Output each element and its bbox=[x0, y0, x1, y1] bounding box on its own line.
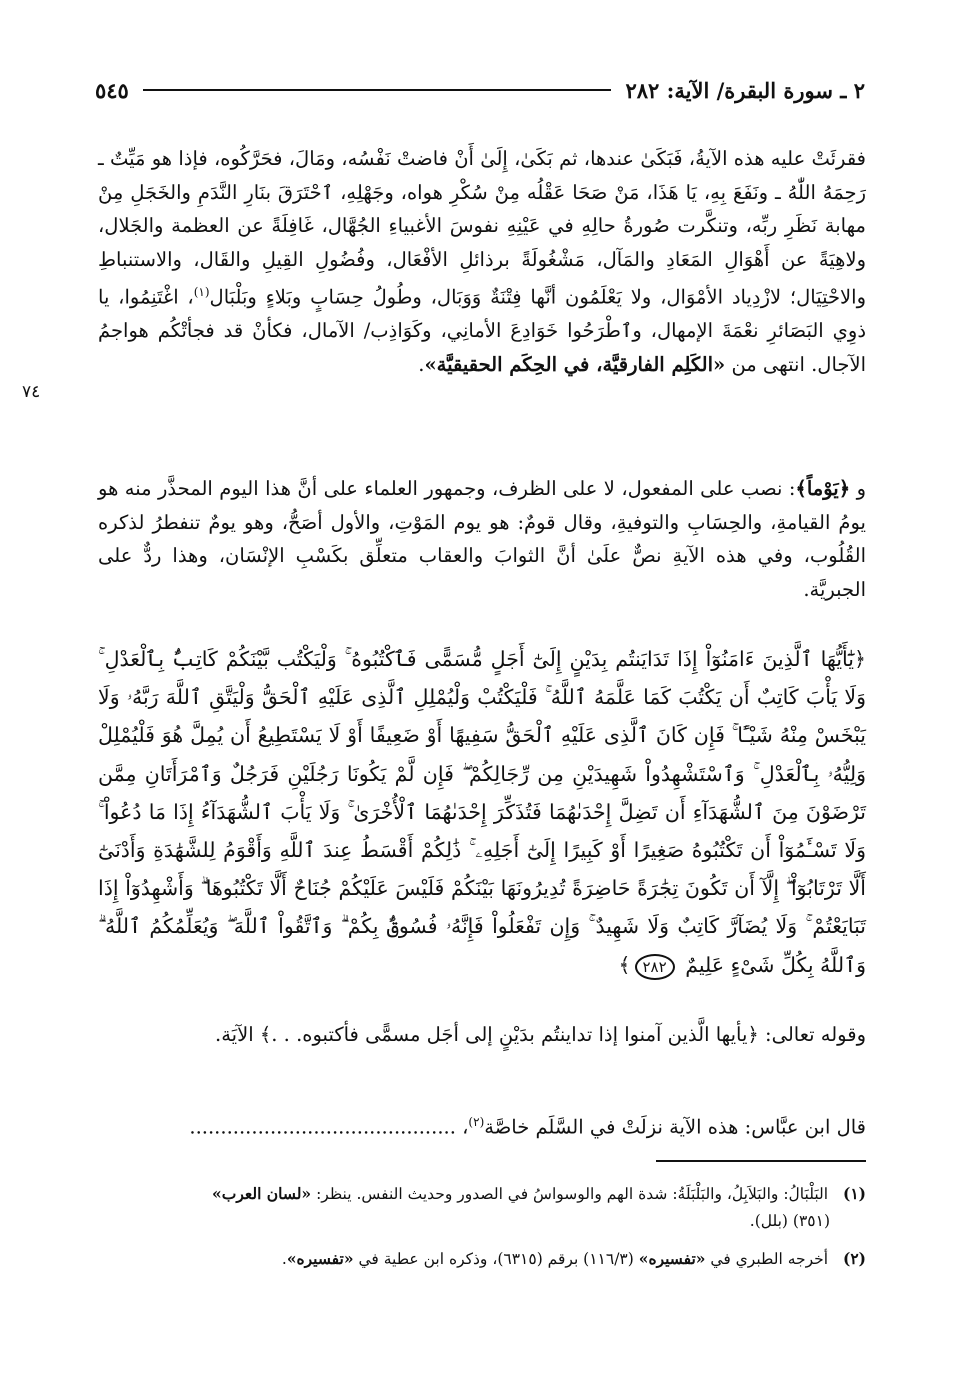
footnote-2-source: «تفسيره» bbox=[638, 1249, 706, 1268]
source-title: «الكَلِم الفارقيَّة، في الحِكَم الحقيقيَّة» bbox=[424, 353, 726, 377]
yawman-text: : نصب على المفعول، لا على الظرف، وجمهور العلماء على أنَّ هذا اليوم المحذَّر منه هو يومُ القيامةِ، والحِسَابِ والتوفيةِ، وقال قومٌ: هو يوم المَوْتِ، والأول أصَحُّ، وهو يومٌ تنفطرُ لذكره القُلُوب، وفي هذه الآيةِ نصٌّ علَىٰ أنَّ الثوابَ والعقاب متعلِّق بكَسْبِ الإنْسَان، وهذا ردٌّ على الجبريَّة. bbox=[98, 477, 866, 601]
quran-verse bbox=[98, 640, 866, 984]
commentary-text-2: قال ابن عبَّاس: هذه الآية نزلَتْ في السَّلَم خاصَّة bbox=[484, 1115, 866, 1139]
footnote-1-text: البَلْبَالُ: والبَلاَبِلُ، والبَلْبَلَةُ: شدة الهم والوسواسُ في الصدور وحديث النفس. ينظر: bbox=[316, 1185, 829, 1203]
intro-paragraph bbox=[98, 142, 866, 382]
surah-title: ٢ ـ سورة البقرة/ الآية: ٢٨٢ bbox=[625, 77, 865, 103]
intro-text: فقرئَتْ عليه هذه الآيةُ، فَبَكَىٰ عندها، ثم بَكَىٰ، إِلَىٰ أَنْ فاضتْ نَفْسُه، ومَالَ، فحَرَّكُوه، فإذا هو مَيِّتٌ ـ رَحِمَهُ اللّٰهُ ـ ونَفَعَ بِهِ، يَا هَذَا، مَنْ صَحَا عَقْلُه مِنْ سُكْرِ هواه، وجَهْلِهِ، ٱحْتَرَقَ بنَارِ النَّدَمِ والخَجَلِ مِنْ مهابة نَظَرِ ربِّه، وتنكَّرت صُورةُ حالِهِ في عَيْنِهِ نفوسَ الأغبياءِ الجُهَّال، غَافِلَةً عن العظمة والجَلال، ولاهِيَةً عن أَهْوَالِ المَعَادِ والمَآل، مَشْغُولَةً برذائلِ الأفْعَال، وفُضُولِ القِيلِ والقَال، والاستنباطِ والاحْتِيَال؛ لازْدِياد الأمْوَال، ولا يَعْلَمُون أنَّها فِتْنَةٌ وَوَبَال، وطُولُ حِسَابٍ وبَلاءٍ وبَلْبَال bbox=[98, 147, 866, 309]
footnote-1 bbox=[98, 1180, 866, 1235]
yawman-paragraph bbox=[98, 472, 866, 606]
verse-text: ﴿يَٰٓأَيُّهَا ٱلَّذِينَ ءَامَنُوٓاْ إِذَا تَدَايَنتُم بِدَيْنٍ إِلَىٰٓ أَجَلٍ مُّسَمًّى فَٱكْتُبُوهُ ۚ وَلْيَكْتُب بَّيْنَكُمْ كَاتِبٌۢ بِٱلْعَدْلِ ۚ وَلَا يَأْبَ كَاتِبٌ أَن يَكْتُبَ كَمَا عَلَّمَهُ ٱللَّهُ ۚ فَلْيَكْتُبْ وَلْيُمْلِلِ ٱلَّذِى عَلَيْهِ ٱلْحَقُّ وَلْيَتَّقِ ٱللَّهَ رَبَّهُۥ وَلَا يَبْخَسْ مِنْهُ شَيْـًٔا ۚ فَإِن كَانَ ٱلَّذِى عَلَيْهِ ٱلْحَقُّ سَفِيهًا أَوْ ضَعِيفًا أَوْ لَا يَسْتَطِيعُ أَن يُمِلَّ هُوَ فَلْيُمْلِلْ وَلِيُّهُۥ بِٱلْعَدْلِ ۚ وَٱسْتَشْهِدُواْ شَهِيدَيْنِ مِن رِّجَالِكُمْ ۖ فَإِن لَّمْ يَكُونَا رَجُلَيْنِ فَرَجُلٌ وَٱمْرَأَتَانِ مِمَّن تَرْضَوْنَ مِنَ ٱلشُّهَدَآءِ أَن تَضِلَّ إِحْدَىٰهُمَا فَتُذَكِّرَ إِحْدَىٰهُمَا ٱلْأُخْرَىٰ ۚ وَلَا يَأْبَ ٱلشُّهَدَآءُ إِذَا مَا دُعُواْ ۚ وَلَا تَسْـَٔمُوٓاْ أَن تَكْتُبُوهُ صَغِيرًا أَوْ كَبِيرًا إِلَىٰٓ أَجَلِهِۦ ۚ ذَٰلِكُمْ أَقْسَطُ عِندَ ٱللَّهِ وَأَقْوَمُ لِلشَّهَٰدَةِ وَأَدْنَىٰٓ أَلَّا تَرْتَابُوٓاْ ۖ إِلَّآ أَن تَكُونَ تِجَٰرَةً حَاضِرَةً تُدِيرُونَهَا بَيْنَكُمْ فَلَيْسَ عَلَيْكُمْ جُنَاحٌ أَلَّا تَكْتُبُوهَا ۗ وَأَشْهِدُوٓاْ إِذَا تَبَايَعْتُمْ ۚ وَلَا يُضَآرَّ كَاتِبٌ وَلَا شَهِيدٌ ۚ وَإِن تَفْعَلُواْ فَإِنَّهُۥ فُسُوقٌۢ بِكُمْ ۗ وَٱتَّقُواْ ٱللَّهَ ۖ وَيُعَلِّمُكُمُ ٱللَّهُ ۗ وَٱللَّهُ بِكُلِّ شَىْءٍ عَلِيمٌ bbox=[98, 647, 866, 977]
intro-text-after: ، اغْتَنِمُوا، يا ذوِي البَصَائرِ نعْمَةَ الإمهال، وٱطْرَحُوا خَوَادِعَ الأمانِي، وكَوَاذِب/ الآمال، فكأنْ قد فجأتْكُم هواجمُ الآجال. انتهى من bbox=[98, 285, 866, 377]
footnote-2-text2: (١١٦/٣) برقم (٦٣١٥)، وذكره ابن عطية في bbox=[358, 1250, 634, 1268]
ayah-number-marker: ٢٨٢ bbox=[635, 954, 675, 980]
verse-close: ﴾ bbox=[618, 952, 631, 977]
page-number: ٥٤٥ bbox=[95, 77, 129, 103]
page-header bbox=[95, 72, 865, 108]
footnote-ref-1: (١) bbox=[193, 285, 210, 300]
footnote-2 bbox=[98, 1245, 866, 1273]
footnote-1-number: (١) bbox=[842, 1184, 866, 1203]
footnote-2-end: . bbox=[281, 1250, 287, 1268]
footnote-1-source: «لسان العرب» bbox=[212, 1184, 312, 1203]
commentary-paragraph-1 bbox=[98, 1018, 866, 1052]
footnote-1-continuation: (٣٥١) (بلل). bbox=[749, 1212, 830, 1230]
commentary-paragraph-2 bbox=[98, 1106, 866, 1144]
commentary-text-1: وقوله تعالى: ﴿يأيها الَّذين آمنوا إذا تداينتُم بدَيْنٍ إلى أجَل مسمًّى فأكتبوه. . .﴾ الآيَة. bbox=[215, 1023, 866, 1046]
header-rule bbox=[143, 89, 612, 91]
yawman-word: ﴿يَوْماً﴾ bbox=[795, 477, 851, 500]
commentary-dots: ، ........................................... bbox=[189, 1115, 469, 1139]
yawman-lead: و bbox=[856, 477, 866, 500]
margin-number: ٧٤ bbox=[22, 382, 41, 402]
footnote-2-text: أخرجه الطبري في bbox=[710, 1250, 829, 1268]
footnote-ref-2: (٢) bbox=[468, 1115, 485, 1129]
footnote-separator bbox=[656, 1160, 866, 1162]
footnote-2-source2: «تفسيره» bbox=[286, 1249, 354, 1268]
source-end: . bbox=[418, 353, 425, 377]
footnote-2-number: (٢) bbox=[842, 1249, 866, 1268]
